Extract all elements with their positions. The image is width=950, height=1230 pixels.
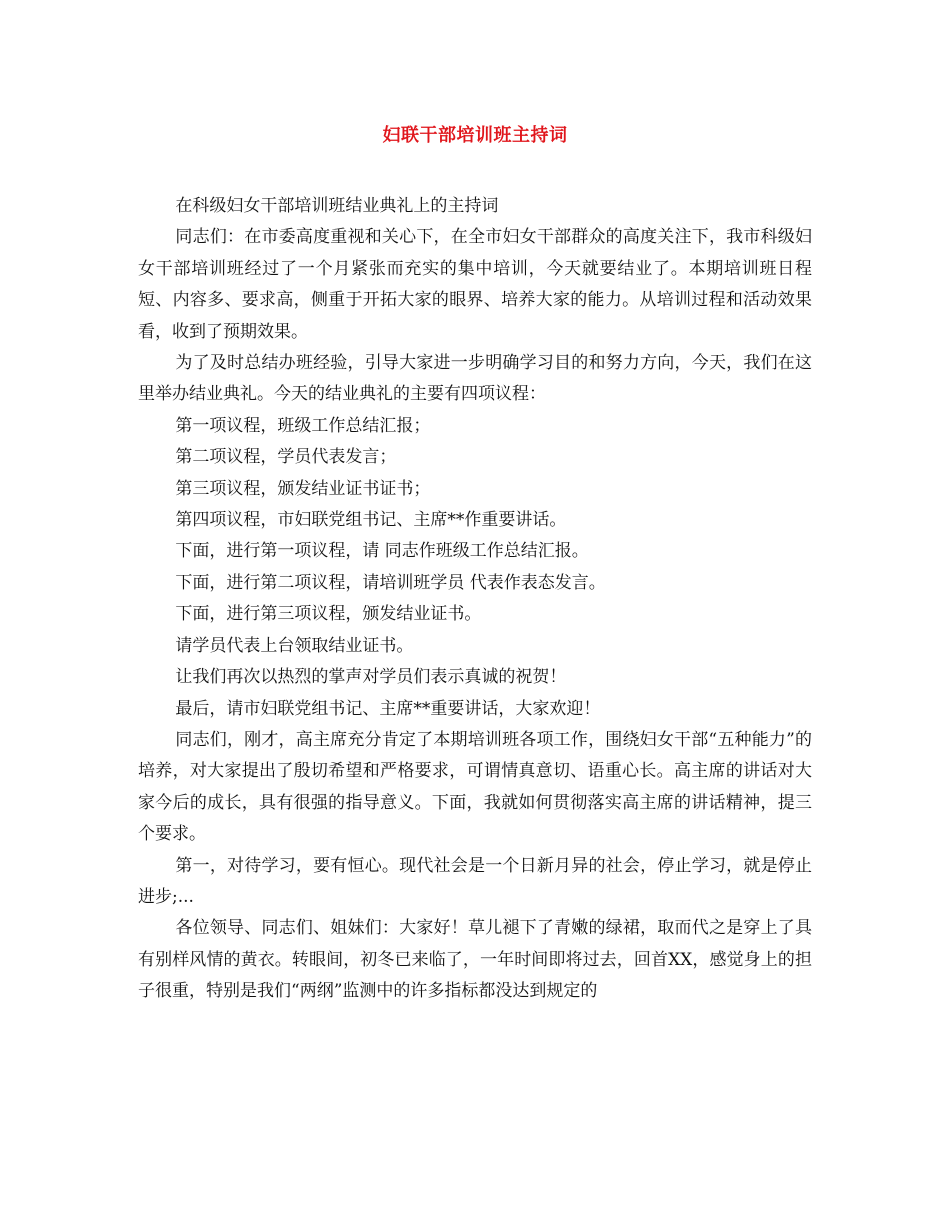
paragraph-step-1: 下面，进行第一项议程，请 同志作班级工作总结汇报。 bbox=[175, 541, 589, 562]
paragraph-agenda-item-1: 第一项议程，班级工作总结汇报； bbox=[175, 415, 431, 436]
paragraph-subtitle: 在科级妇女干部培训班结业典礼上的主持词 bbox=[175, 196, 499, 216]
paragraph-opening: 同志们：在市委高度重视和关心下，在全市妇女干部群众的高度关注下，我市科级妇女干部培训班经过了一个月紧张而充实的集中培训，今天就要结业了。本期培训班日程短、内容多、要求高，侧重于开拓大家的眼界、培养大家的能力。从培训过程和活动效果看，收到了预期效果。 bbox=[138, 227, 812, 342]
paragraph-final-speech: 最后，请市妇联党组书记、主席**重要讲话，大家欢迎！ bbox=[175, 698, 601, 719]
paragraph-applause: 让我们再次以热烈的掌声对学员们表示真诚的祝贺！ bbox=[175, 667, 567, 688]
paragraph-step-3: 下面，进行第三项议程，颁发结业证书。 bbox=[175, 604, 482, 625]
paragraph-summary: 同志们，刚才，高主席充分肯定了本期培训班各项工作，围绕妇女干部“五种能力”的培养，对大家提出了殷切希望和严格要求，可谓情真意切、语重心长。高主席的讲话对大家今后的成长，具有很强的指导意义。下面，我就如何贯彻落实高主席的讲话精神，提三个要求。 bbox=[138, 729, 812, 845]
document-body bbox=[138, 191, 812, 1008]
paragraph-agenda-item-4: 第四项议程，市妇联党组书记、主席**作重要讲话。 bbox=[175, 510, 567, 531]
paragraph-certificate: 请学员代表上台领取结业证书。 bbox=[175, 635, 414, 656]
document-title: 妇联干部培训班主持词 bbox=[382, 125, 568, 146]
paragraph-agenda-item-3: 第三项议程，颁发结业证书证书； bbox=[175, 478, 431, 499]
paragraph-step-2: 下面，进行第二项议程，请培训班学员 代表作表态发言。 bbox=[175, 572, 606, 593]
paragraph-agenda-item-2: 第二项议程，学员代表发言； bbox=[175, 447, 397, 468]
paragraph-greeting: 各位领导、同志们、姐妹们：大家好！草儿褪下了青嫩的绿裙，取而代之是穿上了具有别样风情的黄衣。转眼间，初冬已来临了，一年时间即将过去，回首XX，感觉身上的担子很重，特别是我们“两纲”监测中的许多指标都没达到规定的 bbox=[138, 918, 812, 1002]
paragraph-agenda-intro: 为了及时总结办班经验，引导大家进一步明确学习目的和努力方向，今天，我们在这里举办结业典礼。今天的结业典礼的主要有四项议程： bbox=[138, 353, 812, 405]
paragraph-requirement-1: 第一，对待学习，要有恒心。现代社会是一个日新月异的社会，停止学习，就是停止进步;... bbox=[138, 855, 812, 907]
